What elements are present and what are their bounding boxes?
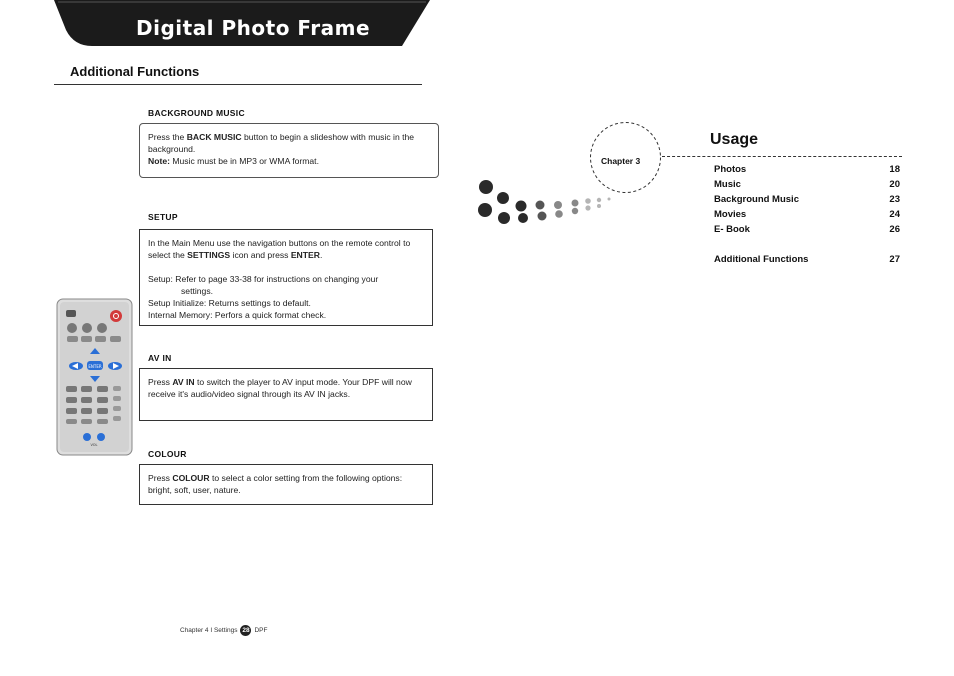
background-music-box — [139, 123, 439, 178]
text: . — [319, 250, 323, 260]
text: Press — [148, 377, 173, 387]
toc-page: 20 — [889, 179, 900, 190]
table-of-contents — [714, 162, 900, 267]
page-footer — [180, 625, 267, 636]
remote-enter-label: ENTER — [88, 364, 102, 369]
toc-page: 24 — [889, 209, 900, 220]
av-in-keyword: AV IN — [172, 377, 195, 387]
toc-row — [714, 252, 900, 267]
back-music-keyword: BACK MUSIC — [186, 132, 242, 142]
chapter-title: Usage — [710, 131, 759, 148]
colour-heading: COLOUR — [148, 449, 187, 459]
section-title: Additional Functions — [70, 64, 200, 79]
text: to select a color setting from the following options: bright, soft, user, nature. — [148, 473, 403, 495]
toc-row — [714, 222, 900, 237]
toc-label: Background Music — [714, 194, 799, 205]
footer-chapter-text: Chapter 4 I Settings — [180, 627, 238, 634]
setup-heading: SETUP — [148, 212, 178, 222]
text: In the Main Menu use the navigation buttons on the remote control to select the — [148, 238, 411, 260]
toc-label: Movies — [714, 209, 747, 220]
internal-memory-line: Internal Memory: Perfors a quick format check. — [148, 310, 327, 320]
text: Press — [148, 473, 173, 483]
colour-box — [139, 464, 433, 505]
toc-row — [714, 207, 900, 222]
setup-line: settings. — [181, 286, 214, 296]
note-text: Music must be in MP3 or WMA format. — [169, 156, 319, 166]
toc-page: 18 — [889, 164, 900, 175]
toc-page: 23 — [889, 194, 900, 205]
setup-initialize-line: Setup Initialize: Returns settings to default. — [148, 298, 311, 308]
toc-page: 27 — [889, 254, 900, 265]
toc-label: E- Book — [714, 224, 750, 235]
toc-label: Photos — [714, 164, 747, 175]
toc-row — [714, 177, 900, 192]
toc-label: Music — [714, 179, 741, 190]
chapter-divider — [662, 156, 902, 157]
setup-box — [139, 229, 433, 326]
av-in-box — [139, 368, 433, 421]
remote-vol-label: VOL — [90, 443, 98, 447]
text: to switch the player to AV input mode. Your DPF will now receive it's audio/video signal through its AV IN jacks. — [148, 377, 412, 399]
toc-row — [714, 162, 900, 177]
text: button to begin a slideshow with music in the background. — [148, 132, 415, 154]
page-title: Digital Photo Frame — [136, 16, 371, 40]
background-music-heading: BACKGROUND MUSIC — [148, 108, 245, 118]
text: Press the — [148, 132, 187, 142]
toc-label: Additional Functions — [714, 254, 809, 265]
footer-suffix: DPF — [254, 627, 268, 634]
toc-page: 26 — [889, 224, 900, 235]
toc-row — [714, 192, 900, 207]
note-label: Note: — [148, 156, 170, 166]
section-divider — [54, 84, 422, 85]
settings-keyword: SETTINGS — [187, 250, 231, 260]
setup-line: Setup: Refer to page 33-38 for instructions on changing your — [148, 274, 379, 284]
colour-keyword: COLOUR — [172, 473, 210, 483]
enter-keyword: ENTER — [290, 250, 320, 260]
page-number-badge: 28 — [242, 627, 250, 634]
chapter-label: Chapter 3 — [601, 156, 641, 166]
av-in-heading: AV IN — [148, 353, 172, 363]
text: icon and press — [230, 250, 291, 260]
remote-control-illustration — [56, 298, 133, 456]
